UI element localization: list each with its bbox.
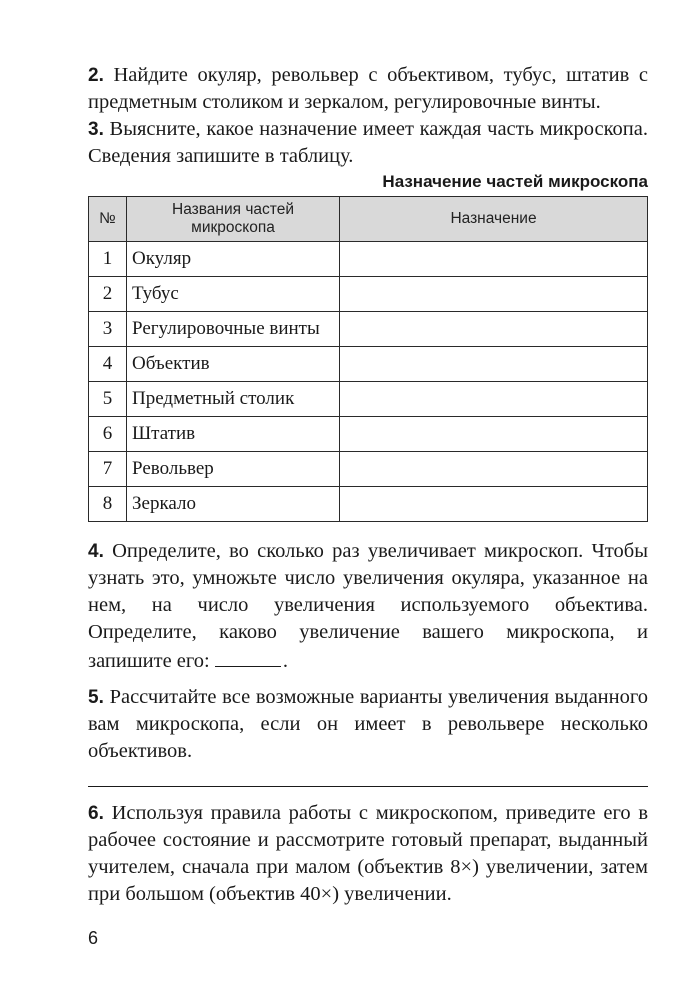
row-number-cell: 8 xyxy=(89,487,127,522)
page-number: 6 xyxy=(88,928,99,948)
table-header-row xyxy=(89,197,648,242)
task-4-text: Определите, во сколько раз увеличивает микроскоп. Чтобы узнать это, умножьте число увеличения окуляра, указанное на нем, на число увеличения используемого объектива. Определите, каково увеличение вашего микроскопа, и запишите его: xyxy=(88,540,649,672)
task-3-number: 3. xyxy=(88,119,104,140)
purpose-cell[interactable] xyxy=(340,452,648,487)
part-name-cell: Предметный столик xyxy=(127,382,340,417)
task-2-text: Найдите окуляр, револьвер с объективом, тубус, штатив с предметным столиком и зеркалом, регулировочные винты. xyxy=(88,64,648,113)
task-6 xyxy=(88,800,648,908)
magnification-answer-blank[interactable] xyxy=(215,646,281,667)
table-row xyxy=(89,452,648,487)
header-purpose: Назначение xyxy=(340,197,648,242)
row-number-cell: 2 xyxy=(89,277,127,312)
task-2 xyxy=(88,62,648,170)
row-number-cell: 7 xyxy=(89,452,127,487)
task-5 xyxy=(88,684,648,765)
header-number: № xyxy=(89,197,127,242)
table-caption: Назначение частей микроскопа xyxy=(382,172,648,191)
row-number-cell: 1 xyxy=(89,242,127,277)
part-name-cell: Штатив xyxy=(127,417,340,452)
part-name-cell: Револьвер xyxy=(127,452,340,487)
task-5-number: 5. xyxy=(88,687,104,708)
part-name-cell: Зеркало xyxy=(127,487,340,522)
part-name-cell: Объектив xyxy=(127,347,340,382)
task-4-end: . xyxy=(282,650,288,672)
purpose-cell[interactable] xyxy=(340,382,648,417)
header-part-name: Названия частей микроскопа xyxy=(127,197,340,242)
table-row xyxy=(89,277,648,312)
row-number-cell: 4 xyxy=(89,347,127,382)
task-6-text: Используя правила работы с микроскопом, приведите его в рабочее состояние и рассмотрите готовый препарат, выданный учителем, сначала при малом (объектив 8×) увеличении, затем при большом (объектив 40×) увеличении. xyxy=(88,802,649,905)
part-name-cell: Окуляр xyxy=(127,242,340,277)
task-4-number: 4. xyxy=(88,541,104,562)
answer-line[interactable] xyxy=(88,786,648,787)
table-row xyxy=(89,347,648,382)
table-row xyxy=(89,312,648,347)
microscope-parts-table xyxy=(88,196,648,522)
row-number-cell: 6 xyxy=(89,417,127,452)
purpose-cell[interactable] xyxy=(340,347,648,382)
purpose-cell[interactable] xyxy=(340,417,648,452)
purpose-cell[interactable] xyxy=(340,242,648,277)
purpose-cell[interactable] xyxy=(340,312,648,347)
row-number-cell: 3 xyxy=(89,312,127,347)
task-5-text: Рассчитайте все возможные варианты увеличения выданного вам микроскопа, если он имеет в револьвере несколько объективов. xyxy=(88,686,649,762)
task-2-number: 2. xyxy=(88,65,104,86)
purpose-cell[interactable] xyxy=(340,487,648,522)
part-name-cell: Тубус xyxy=(127,277,340,312)
purpose-cell[interactable] xyxy=(340,277,648,312)
table-row xyxy=(89,382,648,417)
table-row xyxy=(89,487,648,522)
task-3-text: Выясните, какое назначение имеет каждая часть микроскопа. Сведения запишите в таблицу. xyxy=(88,118,648,167)
part-name-cell: Регулировочные винты xyxy=(127,312,340,347)
task-4 xyxy=(88,538,648,675)
table-row xyxy=(89,242,648,277)
table-row xyxy=(89,417,648,452)
task-6-number: 6. xyxy=(88,803,104,824)
row-number-cell: 5 xyxy=(89,382,127,417)
